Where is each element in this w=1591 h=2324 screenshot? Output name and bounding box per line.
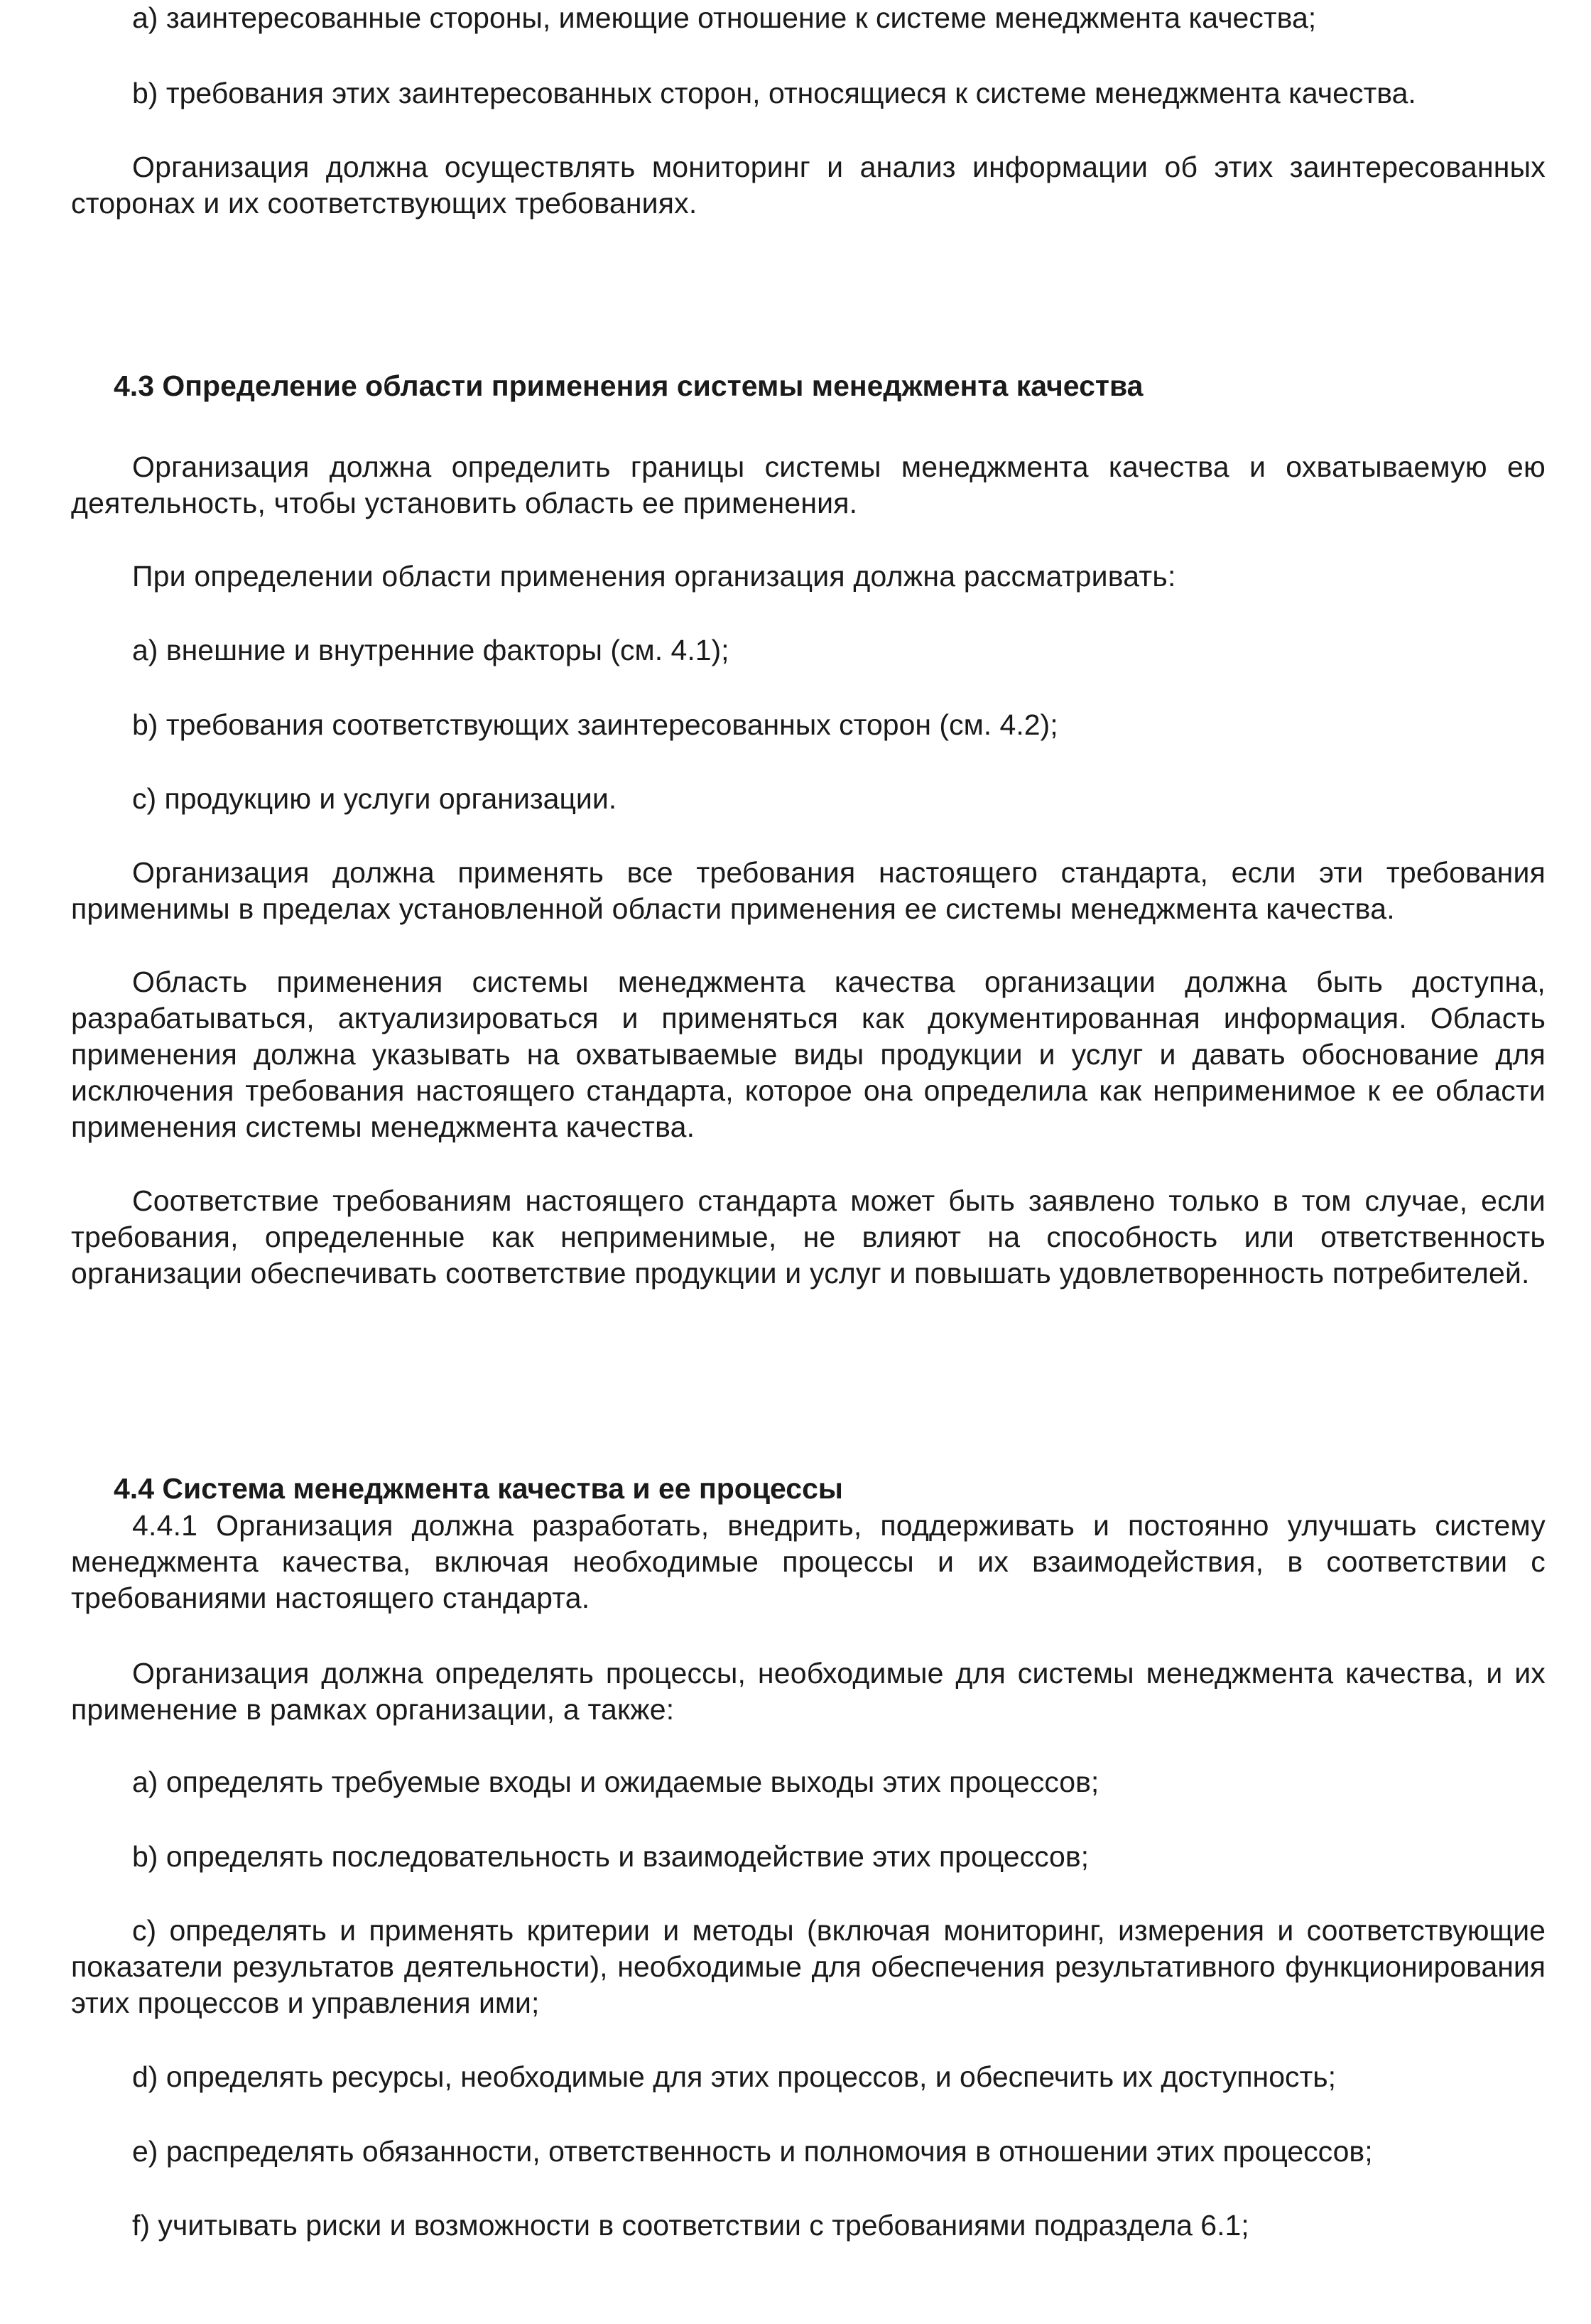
list-item-a: а) внешние и внутренние факторы (см. 4.1);: [132, 634, 729, 666]
section-heading-4-3: 4.3 Определение области применения системы менеджмента качества: [114, 369, 1144, 402]
list-item-b: b) определять последовательность и взаимодействие этих процессов;: [132, 1840, 1090, 1873]
list-item-a: а) заинтересованные стороны, имеющие отношение к системе менеджмента качества;: [132, 1, 1317, 34]
list-item-c: с) определять и применять критерии и методы (включая мониторинг, измерения и соответствующие показатели результатов деятельности), необходимые для обеспечения результативного функционирования этих процессов и управления ими;: [71, 1914, 1546, 2019]
list-item-b: b) требования этих заинтересованных сторон, относящиеся к системе менеджмента качества.: [132, 77, 1416, 109]
list-item-e: е) распределять обязанности, ответственность и полномочия в отношении этих процессов;: [132, 2135, 1373, 2168]
paragraph: Соответствие требованиям настоящего стандарта может быть заявлено только в том случае, если требования, определенные как неприменимые, не влияют на способность или ответственность организации обеспечивать соответствие продукции и услуг и повышать удовлетворенность потребителей.: [71, 1184, 1546, 1290]
paragraph: Организация должна определять процессы, необходимые для системы менеджмента качества, и их применение в рамках организации, а также:: [71, 1657, 1546, 1726]
paragraph: Область применения системы менеджмента качества организации должна быть доступна, разрабатываться, актуализироваться и применяться как документированная информация. Область применения должна указывать на охватываемые виды продукции и услуг и давать обоснование для исключения требования настоящего стандарта, которое она определила как неприменимое к ее области применения системы менеджмента качества.: [71, 966, 1546, 1143]
list-item-b: b) требования соответствующих заинтересованных сторон (см. 4.2);: [132, 708, 1058, 741]
paragraph: Организация должна осуществлять мониторинг и анализ информации об этих заинтересованных сторонах и их соответствующих требованиях.: [71, 151, 1546, 220]
list-item-a: а) определять требуемые входы и ожидаемые выходы этих процессов;: [132, 1766, 1099, 1798]
paragraph: Организация должна применять все требования настоящего стандарта, если эти требования применимы в пределах установленной области применения ее системы менеджмента качества.: [71, 856, 1546, 925]
list-item-f: f) учитывать риски и возможности в соответствии с требованиями подраздела 6.1;: [132, 2209, 1249, 2242]
paragraph: При определении области применения организация должна рассматривать:: [132, 560, 1176, 593]
list-item-d: d) определять ресурсы, необходимые для этих процессов, и обеспечить их доступность;: [132, 2060, 1337, 2093]
list-item-c: с) продукцию и услуги организации.: [132, 782, 617, 815]
paragraph: Организация должна определить границы системы менеджмента качества и охватываемую ею деятельность, чтобы установить область ее применения.: [71, 450, 1546, 519]
paragraph: 4.4.1 Организация должна разработать, внедрить, поддерживать и постоянно улучшать систему менеджмента качества, включая необходимые процессы и их взаимодействия, в соответствии с требованиями настоящего стандарта.: [71, 1509, 1546, 1614]
section-heading-4-4: 4.4 Система менеджмента качества и ее процессы: [114, 1472, 843, 1505]
